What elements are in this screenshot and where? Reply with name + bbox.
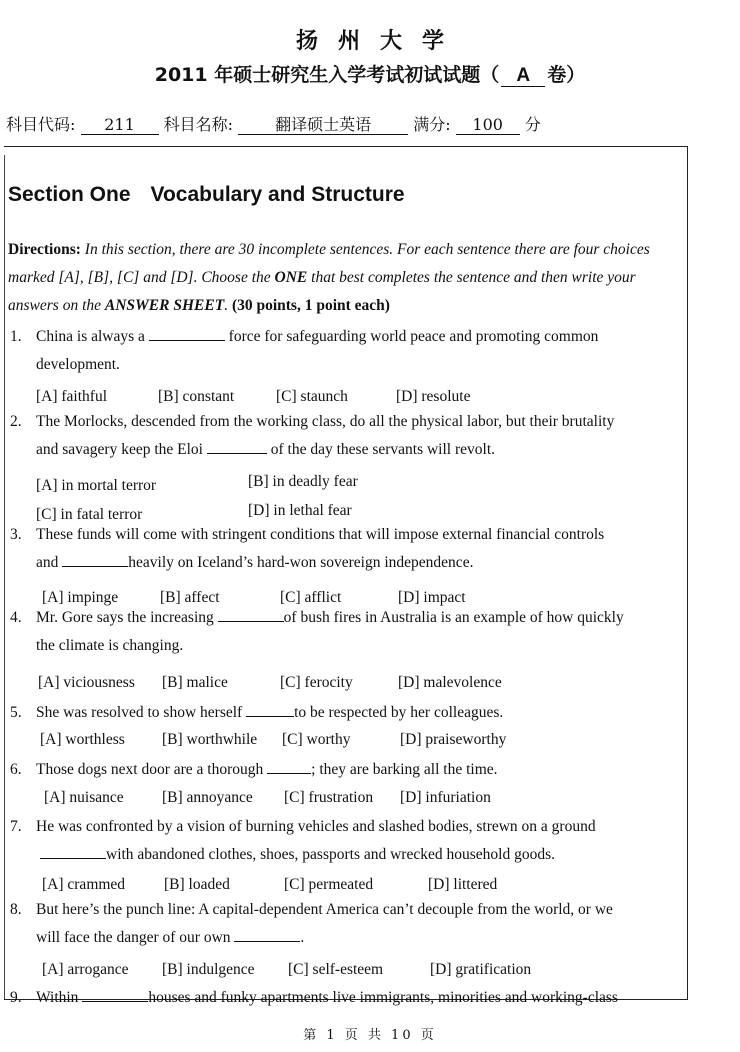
question-1 — [10, 323, 680, 379]
option-d: [D] malevolence — [398, 674, 502, 691]
exam-title-prefix: 2011 年硕士研究生入学考试初试试题（ — [154, 64, 500, 86]
full-score-label: 满分: — [413, 115, 451, 134]
option-a: [A] in mortal terror — [36, 477, 157, 494]
question-2 — [10, 408, 680, 464]
subject-info — [6, 112, 541, 135]
directions-emphasis: ONE — [274, 269, 308, 286]
subject-code-label: 科目代码: — [6, 115, 76, 134]
section-number: Section One — [8, 183, 131, 206]
question-number: 7. — [10, 818, 22, 835]
question-text: These funds will come with stringent conditions that will impose external financial controls — [36, 526, 605, 543]
question-text: Mr. Gore says the increasing — [36, 609, 214, 626]
option-a: [A] nuisance — [44, 789, 124, 806]
question-number: 3. — [10, 526, 22, 543]
answer-blank — [62, 552, 128, 567]
question-text: But here’s the punch line: A capital-dependent America can’t decouple from the world, or we — [36, 901, 613, 918]
question-text: and — [36, 554, 59, 571]
question-number: 6. — [10, 761, 22, 778]
question-3 — [10, 521, 680, 577]
directions-text: that best completes the sentence and then write your answers on the — [8, 269, 636, 314]
section-name: Vocabulary and Structure — [150, 183, 405, 206]
paper-version: A — [501, 66, 545, 87]
exam-title — [0, 60, 740, 87]
option-c: [C] ferocity — [280, 674, 353, 691]
option-c: [C] self-esteem — [288, 961, 384, 978]
question-text: force for safeguarding world peace and promoting common — [228, 328, 599, 345]
subject-code: 211 — [81, 116, 159, 135]
directions-points: (30 points, 1 point each) — [231, 297, 390, 314]
university-name: 扬州大学 — [295, 29, 464, 54]
question-text: . — [300, 929, 305, 946]
option-c: [C] worthy — [282, 731, 351, 748]
option-b: [B] worthwhile — [162, 731, 258, 748]
option-d: [D] resolute — [396, 388, 471, 405]
question-text: China is always a — [36, 328, 145, 345]
option-b: [B] loaded — [164, 876, 230, 893]
option-d: [D] littered — [428, 876, 498, 893]
question-number: 8. — [10, 901, 22, 918]
section-title — [8, 183, 405, 207]
question-number: 9. — [10, 989, 22, 1006]
question-text: Those dogs next door are a thorough — [36, 761, 264, 778]
question-text: to be respected by her colleagues. — [294, 704, 504, 721]
question-6 — [10, 756, 680, 784]
question-text: and savagery keep the Eloi — [36, 441, 203, 458]
question-text: ; they are barking all the time. — [311, 761, 498, 778]
question-text: of bush fires in Australia is an example of how quickly — [283, 609, 624, 626]
question-text: Within — [36, 989, 79, 1006]
option-d: [D] impact — [398, 589, 466, 606]
question-text: development. — [36, 356, 120, 373]
question-number: 2. — [10, 413, 22, 430]
option-a: [A] impinge — [42, 589, 119, 606]
question-text: will face the danger of our own — [36, 929, 231, 946]
subject-name: 翻译硕士英语 — [238, 116, 408, 135]
option-a: [A] worthless — [40, 731, 125, 748]
answer-blank — [267, 759, 311, 774]
directions-emphasis: ANSWER SHEET — [104, 297, 225, 314]
option-a: [A] crammed — [42, 876, 126, 893]
option-c: [C] staunch — [276, 388, 348, 405]
option-d: [D] infuriation — [400, 789, 491, 806]
answer-blank — [82, 987, 148, 1002]
question-text: houses and funky apartments live immigrants, minorities and working-class — [148, 989, 618, 1006]
option-b: [B] constant — [158, 388, 235, 405]
exam-title-suffix: 卷） — [547, 64, 586, 86]
directions — [8, 236, 683, 320]
question-text: with abandoned clothes, shoes, passports and wrecked household goods. — [106, 846, 555, 863]
option-c: [C] in fatal terror — [36, 506, 143, 523]
answer-blank — [218, 607, 284, 622]
subject-name-label: 科目名称: — [163, 115, 233, 134]
question-text: heavily on Iceland’s hard-won sovereign independence. — [128, 554, 474, 571]
option-a: [A] viciousness — [38, 674, 135, 691]
option-b: [B] indulgence — [162, 961, 255, 978]
question-text: the climate is changing. — [36, 637, 184, 654]
answer-blank — [40, 844, 106, 859]
option-b: [B] affect — [160, 589, 220, 606]
option-a: [A] faithful — [36, 388, 108, 405]
question-number: 1. — [10, 328, 22, 345]
option-d: [D] gratification — [430, 961, 532, 978]
question-5 — [10, 699, 680, 727]
question-8 — [10, 896, 680, 952]
directions-text: . — [224, 297, 229, 314]
directions-text: In this section, there are 30 incomplete sentences. For each sentence there are four choices marked [A], [B], [C] and [D]. Choose the — [8, 241, 650, 286]
page-number: 第 1 页 共 10 页 — [303, 1028, 437, 1043]
answer-blank — [207, 439, 267, 454]
question-text: of the day these servants will revolt. — [270, 441, 496, 458]
question-text: He was confronted by a vision of burning vehicles and slashed bodies, strewn on a ground — [36, 818, 596, 835]
answer-blank — [246, 702, 294, 717]
question-7 — [10, 813, 680, 869]
question-number: 5. — [10, 704, 22, 721]
option-c: [C] frustration — [284, 789, 374, 806]
option-b: [B] malice — [162, 674, 228, 691]
question-9 — [10, 984, 680, 1012]
full-score: 100 — [456, 116, 520, 135]
option-a: [A] arrogance — [42, 961, 129, 978]
answer-blank — [149, 326, 225, 341]
option-c: [C] afflict — [280, 589, 342, 606]
question-text: The Morlocks, descended from the working class, do all the physical labor, but their brutality — [36, 413, 615, 430]
directions-label: Directions: — [8, 241, 81, 258]
option-c: [C] permeated — [284, 876, 374, 893]
option-b: [B] annoyance — [162, 789, 253, 806]
answer-blank — [234, 927, 300, 942]
question-number: 4. — [10, 609, 22, 626]
full-score-unit: 分 — [524, 115, 541, 134]
question-4 — [10, 604, 680, 660]
question-text: She was resolved to show herself — [36, 704, 243, 721]
option-b: [B] in deadly fear — [248, 473, 358, 490]
option-d: [D] in lethal fear — [248, 502, 352, 519]
option-d: [D] praiseworthy — [400, 731, 507, 748]
